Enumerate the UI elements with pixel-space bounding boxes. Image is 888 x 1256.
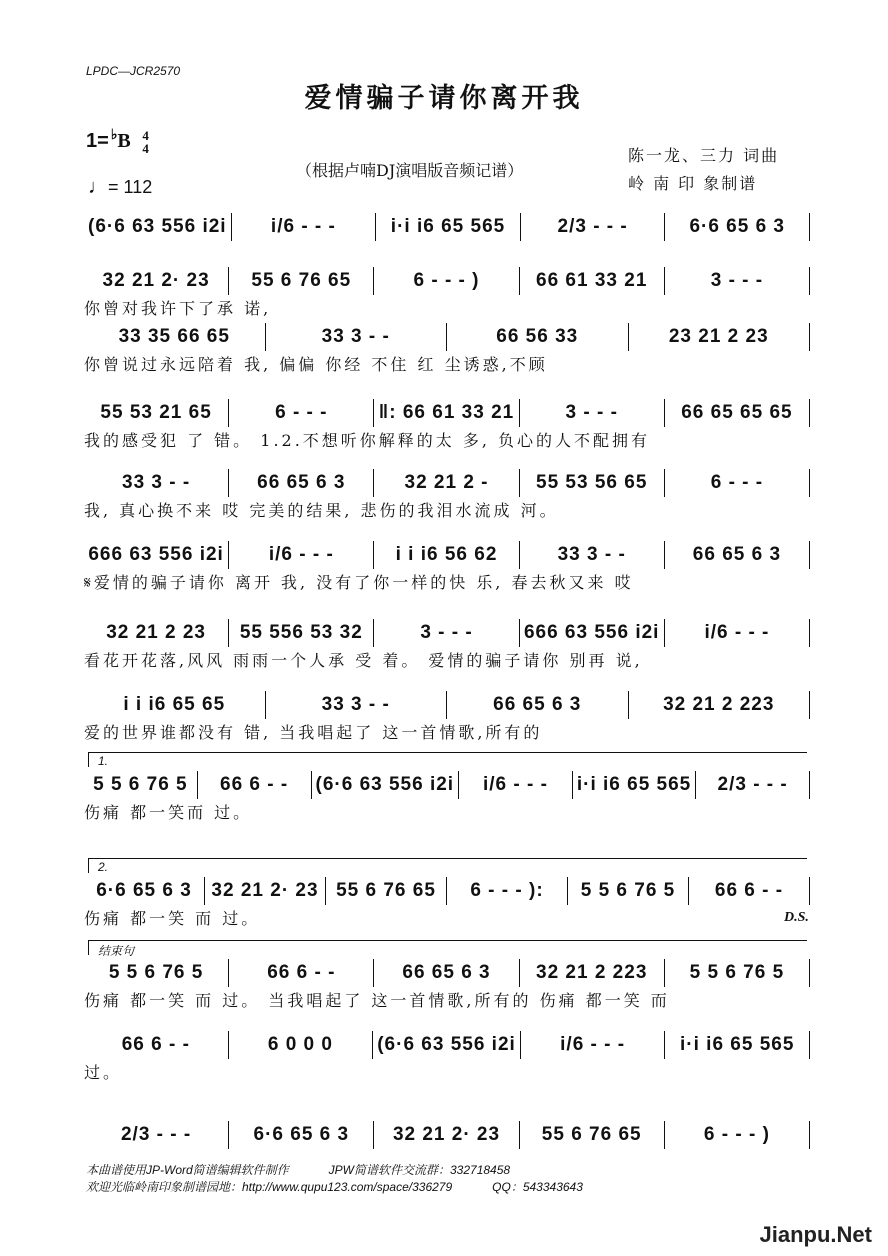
measure: 55 6 76 65 — [229, 267, 374, 295]
measure: 3 - - - — [520, 399, 665, 427]
measure: 66 61 33 21 — [520, 267, 665, 295]
lyrics-row — [84, 242, 810, 268]
score-system — [84, 690, 810, 746]
measure: 32 21 2 223 — [520, 959, 665, 987]
score-system — [84, 1030, 810, 1086]
measure: 55 556 53 32 — [229, 619, 374, 647]
score-system — [84, 618, 810, 674]
footer-group: JPW简谱软件交流群：332718458 — [328, 1163, 511, 1177]
measure: (6·6 63 556 i2i — [312, 771, 460, 799]
key-note: B — [117, 130, 131, 152]
notes-row — [84, 876, 810, 906]
measure: 66 6 - - — [84, 1031, 229, 1059]
measure: (6·6 63 556 i2i — [84, 213, 232, 241]
measure: i·i i6 65 565 — [573, 771, 696, 799]
measure: 32 21 2· 23 — [374, 1121, 519, 1149]
measure: 33 3 - - — [520, 541, 665, 569]
notes-row — [84, 690, 810, 720]
notes-row — [84, 468, 810, 498]
measure: 66 65 6 3 — [374, 959, 519, 987]
measure: 55 6 76 65 — [326, 877, 447, 905]
lyrics-row: 伤痛 都一笑 而 过。 当我唱起了 这一首情歌,所有的 伤痛 都一笑 而 — [84, 991, 670, 1010]
score-system — [84, 944, 810, 1014]
score-system — [84, 754, 810, 826]
measure: i i i6 65 65 — [84, 691, 266, 719]
measure: 33 3 - - — [84, 469, 229, 497]
credit-lyrics: 陈一龙、三力 词曲 — [628, 146, 780, 165]
measure: i/6 - - - — [521, 1031, 666, 1059]
measure: 6 - - - — [229, 399, 374, 427]
lyrics-row: 看花开花落,风风 雨雨一个人承 受 着。 爱情的骗子请你 别再 说, — [84, 651, 643, 670]
measure: (6·6 63 556 i2i — [373, 1031, 521, 1059]
measure: i·i i6 65 565 — [665, 1031, 810, 1059]
notes-row — [84, 618, 810, 648]
score-system — [84, 540, 810, 596]
time-bottom: 4 — [142, 140, 149, 156]
tempo-value: = 112 — [108, 177, 153, 197]
lyrics-row: 你曾说过永远陪着 我, 偏偏 你经 不住 红 尘诱惑,不顾 — [84, 355, 548, 374]
measure: 66 65 6 3 — [665, 541, 810, 569]
measure: 6·6 65 6 3 — [84, 877, 205, 905]
credit-score: 岭 南 印 象制谱 — [628, 174, 758, 193]
measure: ‖: 66 61 33 21 — [374, 399, 519, 427]
lyrics-row: 我, 真心换不来 哎 完美的结果, 悲伤的我泪水流成 河。 — [84, 501, 559, 520]
measure: i/6 - - - — [459, 771, 573, 799]
page-title: 爱情骗子请你离开我 — [304, 83, 584, 114]
measure: 5 5 6 76 5 — [84, 959, 229, 987]
quarter-note-icon: ♩ — [88, 176, 108, 198]
notes-row — [84, 322, 810, 352]
measure: 55 53 21 65 — [84, 399, 229, 427]
measure: 32 21 2 - — [374, 469, 519, 497]
score-system — [84, 398, 810, 454]
volta-bracket — [88, 752, 807, 767]
measure: 5 5 6 76 5 — [84, 771, 198, 799]
measure: 6 0 0 0 — [229, 1031, 374, 1059]
measure: 55 53 56 65 — [520, 469, 665, 497]
footer-software: 本曲谱使用JP-Word简谱编辑软件制作 — [86, 1163, 289, 1177]
measure: 2/3 - - - — [696, 771, 810, 799]
measure: 6 - - - ) — [665, 1121, 810, 1149]
tempo-marking — [88, 176, 152, 199]
volta-label: 1. — [98, 754, 109, 768]
time-signature — [142, 129, 149, 155]
notes-row — [84, 1030, 810, 1060]
notes-row — [84, 266, 810, 296]
measure: 33 3 - - — [266, 691, 448, 719]
lyrics-row: 伤痛 都一笑 而 过。 — [84, 909, 261, 928]
measure: 2/3 - - - — [84, 1121, 229, 1149]
credits — [628, 142, 779, 198]
measure: 666 63 556 i2i — [84, 541, 229, 569]
measure: 66 65 65 65 — [665, 399, 810, 427]
measure: 5 5 6 76 5 — [568, 877, 689, 905]
measure: 66 65 6 3 — [447, 691, 629, 719]
measure: 32 21 2· 23 — [205, 877, 326, 905]
measure: 33 35 66 65 — [84, 323, 266, 351]
score-system — [84, 322, 810, 378]
score-system — [84, 266, 810, 322]
measure: 66 6 - - — [689, 877, 810, 905]
volta-bracket — [88, 940, 807, 955]
lyrics-row: 爱的世界谁都没有 错, 当我唱起了 这一首情歌,所有的 — [84, 723, 543, 742]
score-system — [84, 860, 810, 932]
lyrics-row: 𝄋爱情的骗子请你 离开 我, 没有了你一样的快 乐, 春去秋又来 哎 — [84, 573, 634, 592]
volta-bracket — [88, 858, 807, 873]
measure: 6·6 65 6 3 — [229, 1121, 374, 1149]
measure: 66 65 6 3 — [229, 469, 374, 497]
score-system — [84, 212, 810, 268]
lyrics-row: 伤痛 都一笑而 过。 — [84, 803, 253, 822]
subtitle: （根据卢喃DJ演唱版音频记谱） — [296, 161, 524, 180]
notes-row — [84, 540, 810, 570]
measure: 6·6 65 6 3 — [665, 213, 810, 241]
volta-label: 2. — [98, 860, 109, 874]
notes-row — [84, 1120, 810, 1150]
measure: 5 5 6 76 5 — [665, 959, 810, 987]
notes-row — [84, 958, 810, 988]
measure: 6 - - - — [665, 469, 810, 497]
notes-row — [84, 398, 810, 428]
notes-row — [84, 212, 810, 242]
lyrics-row: 你曾对我许下了承 诺, — [84, 299, 272, 318]
measure: 32 21 2· 23 — [84, 267, 229, 295]
dal-segno-marking: D.S. — [784, 910, 809, 925]
measure: i/6 - - - — [232, 213, 377, 241]
watermark-logo: Jianpu.Net — [759, 1222, 872, 1247]
measure: 66 6 - - — [198, 771, 312, 799]
footer-qq: QQ：543343643 — [492, 1180, 583, 1194]
measure: 33 3 - - — [266, 323, 448, 351]
measure: 6 - - - ) — [374, 267, 519, 295]
measure: 3 - - - — [374, 619, 519, 647]
footer — [86, 1162, 623, 1196]
notes-row — [84, 770, 810, 800]
key-signature — [86, 126, 149, 155]
measure: 32 21 2 23 — [84, 619, 229, 647]
time-top: 4 — [142, 127, 149, 143]
measure: 2/3 - - - — [521, 213, 666, 241]
measure: 66 56 33 — [447, 323, 629, 351]
measure: i/6 - - - — [665, 619, 810, 647]
score-system — [84, 468, 810, 524]
measure: 66 6 - - — [229, 959, 374, 987]
measure: 6 - - - ): — [447, 877, 568, 905]
measure: 32 21 2 223 — [629, 691, 811, 719]
lyrics-row: 过。 — [84, 1063, 123, 1082]
volta-label: 结束句 — [98, 944, 135, 958]
score-code: LPDC—JCR2570 — [86, 64, 181, 78]
measure: 3 - - - — [665, 267, 810, 295]
footer-website[interactable]: 欢迎光临岭南印象制谱园地：http://www.qupu123.com/space/336279 — [86, 1180, 453, 1194]
key-label: 1= — [86, 130, 109, 152]
measure: i/6 - - - — [229, 541, 374, 569]
measure: 55 6 76 65 — [520, 1121, 665, 1149]
lyrics-row: 我的感受犯 了 错。 1.2.不想听你解释的太 多, 负心的人不配拥有 — [84, 431, 651, 450]
measure: 666 63 556 i2i — [520, 619, 665, 647]
measure: i i i6 56 62 — [374, 541, 519, 569]
measure: 23 21 2 23 — [629, 323, 811, 351]
measure: i·i i6 65 565 — [376, 213, 521, 241]
flat-icon: ♭ — [110, 126, 118, 142]
